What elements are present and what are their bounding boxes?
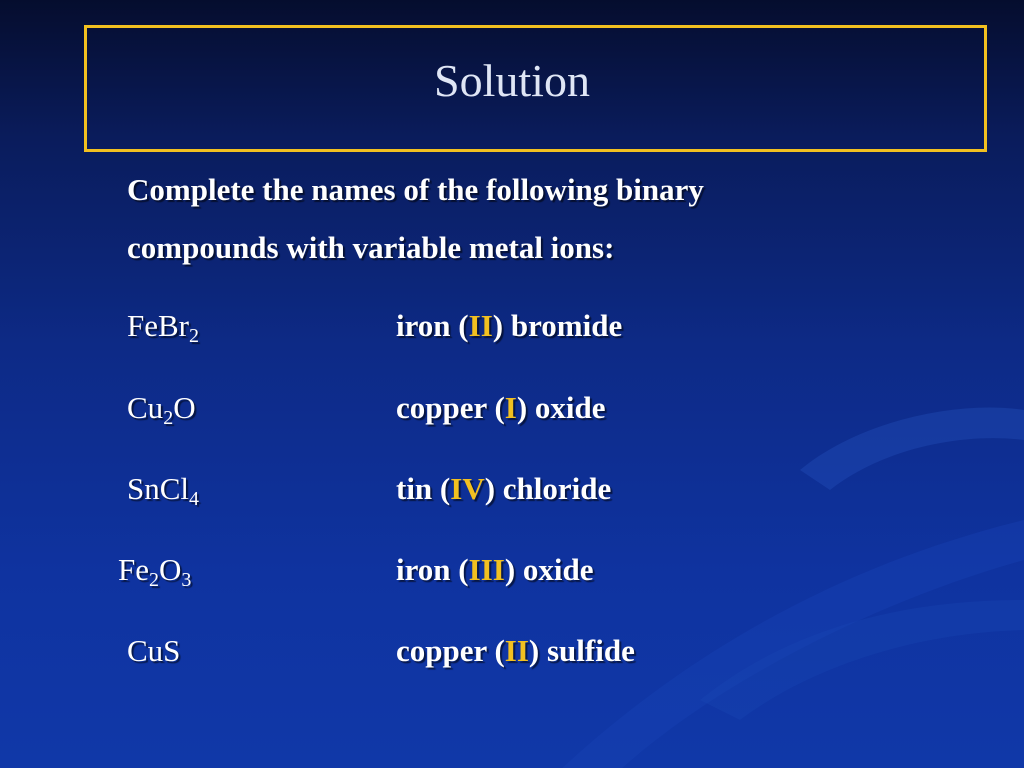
compound-formula-cus: CuS xyxy=(127,633,181,668)
compound-name-iron-iii-oxide: iron (III) oxide xyxy=(396,552,594,587)
slide-title: Solution xyxy=(434,55,590,106)
compound-formula-febr2: FeBr$_2$ xyxy=(127,308,199,347)
roman-numeral: III xyxy=(468,552,505,587)
intro-line-2: compounds with variable metal ions: xyxy=(127,230,615,265)
roman-numeral: I xyxy=(504,390,517,425)
compound-formula-sncl4: SnCl$_4$ xyxy=(127,471,200,510)
compound-name-tin-iv-chloride: tin (IV) chloride xyxy=(396,471,612,506)
compound-formula-fe2o3: $Fe_2O_3$ xyxy=(118,552,192,591)
compound-formula-cu2o: $Cu_2O$ xyxy=(127,390,196,429)
roman-numeral: IV xyxy=(450,471,485,506)
compound-name-copper-ii-sulfide: copper (II) sulfide xyxy=(396,633,635,668)
intro-line-1: Complete the names of the following binary xyxy=(127,172,704,207)
roman-numeral: II xyxy=(468,308,493,343)
compound-name-iron-ii-bromide: iron (II) bromide xyxy=(396,308,623,343)
roman-numeral: II xyxy=(504,633,529,668)
compound-name-copper-i-oxide: copper (I) oxide xyxy=(396,390,606,425)
